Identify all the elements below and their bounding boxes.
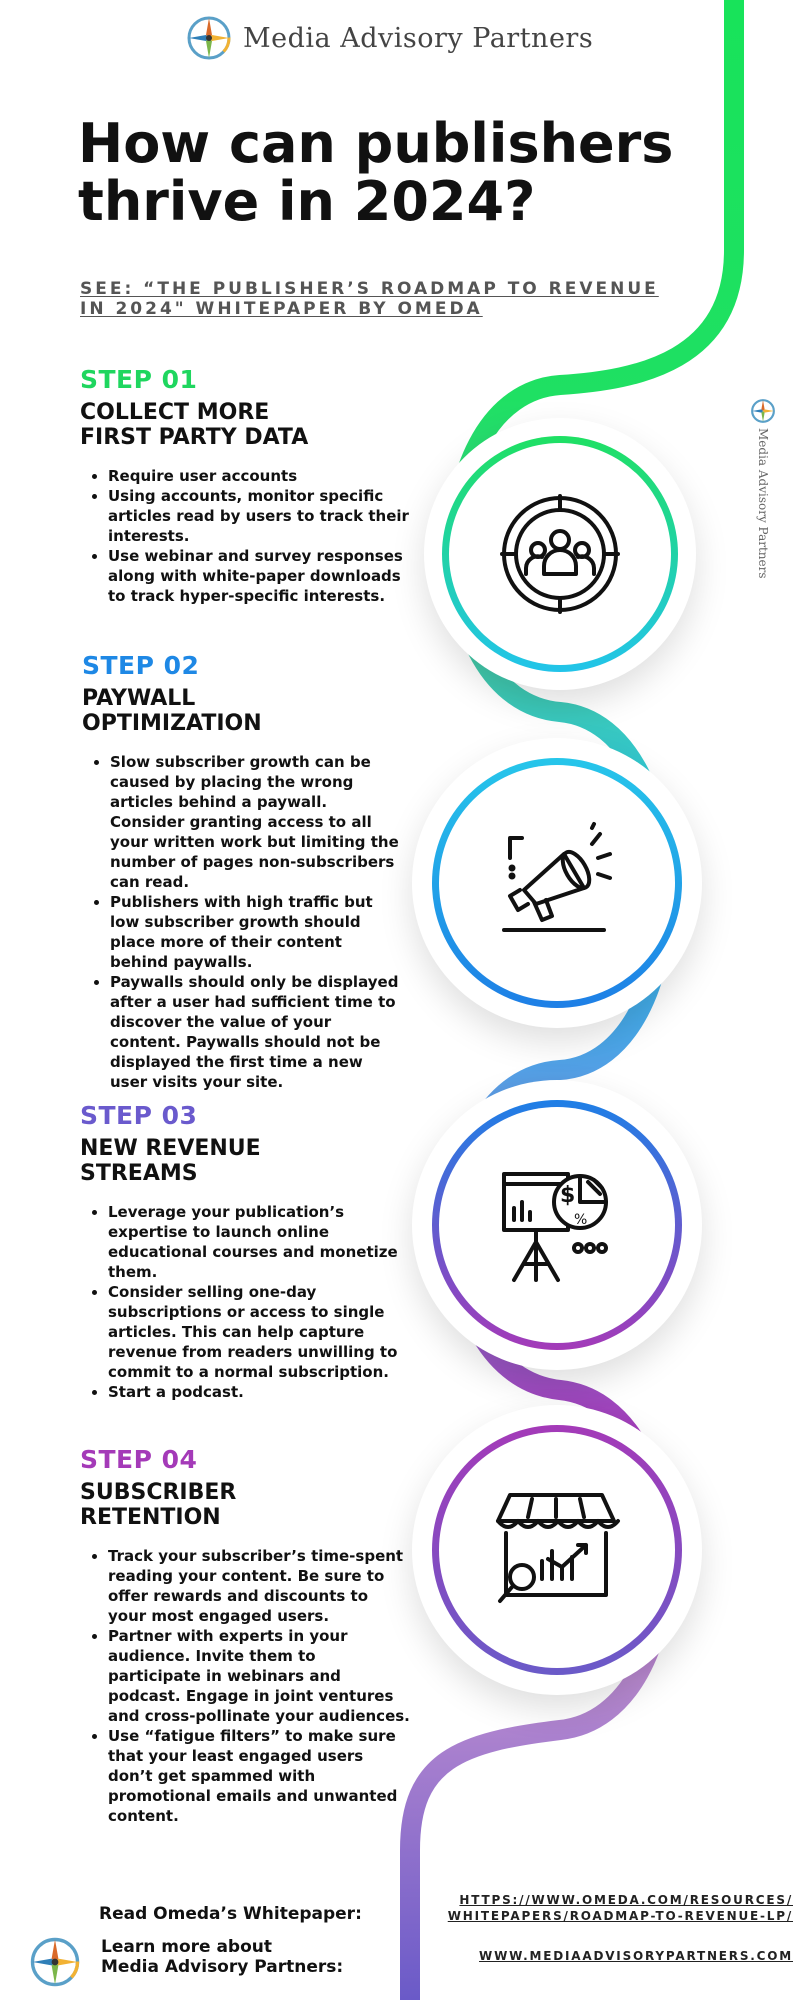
- list-item: • Using accounts, monitor specific articles read by users to track their interests.: [108, 486, 410, 546]
- step-bullet-list: [80, 1546, 410, 1826]
- brand-name: Media Advisory Partners: [243, 22, 594, 54]
- whitepaper-reference[interactable]: SEE: “THE PUBLISHER’S ROADMAP TO REVENUE IN 2024" WHITEPAPER BY OMEDA: [80, 279, 659, 319]
- step-number: STEP 01: [80, 365, 198, 394]
- vertical-brand-name: Media Advisory Partners: [756, 428, 770, 579]
- svg-text:%: %: [574, 1212, 588, 1228]
- step-title: [80, 1480, 410, 1530]
- list-item: • Consider selling one-day subscriptions or access to single articles. This can help capture revenue from readers unwilling to commit to a normal subscription.: [108, 1282, 410, 1382]
- svg-text:$: $: [560, 1183, 576, 1208]
- step-title-line: FIRST PARTY DATA: [80, 425, 309, 450]
- step-04-icon-circle: [412, 1405, 702, 1695]
- learn-more-line: Learn more about: [101, 1937, 273, 1957]
- step-04-section: [80, 1446, 410, 1826]
- step-03-icon-circle: [412, 1080, 702, 1370]
- page-title: How can publishers thrive in 2024?: [78, 112, 674, 233]
- step-title-line: STREAMS: [80, 1161, 198, 1186]
- step-bullet-list: [80, 1202, 410, 1402]
- presentation-chart-icon: [494, 1162, 620, 1288]
- target-users-icon: [500, 494, 620, 614]
- megaphone-icon: [494, 820, 620, 946]
- list-item: • Require user accounts: [108, 466, 410, 486]
- step-02-icon-circle: [412, 738, 702, 1028]
- step-title-line: OPTIMIZATION: [82, 711, 262, 736]
- vertical-brand: [743, 398, 783, 628]
- learn-more-label: [101, 1937, 343, 1977]
- step-number: STEP 03: [80, 1101, 198, 1130]
- step-bullet-list: [82, 752, 402, 1092]
- whitepaper-url-line[interactable]: HTTPS://WWW.OMEDA.COM/RESOURCES/: [459, 1893, 793, 1907]
- brand-header: [185, 12, 593, 64]
- list-item: • Paywalls should only be displayed after a user had sufficient time to discover the value of your content. Paywalls should not be displayed the first time a new user visits your site.: [110, 972, 402, 1092]
- step-number: STEP 04: [80, 1445, 198, 1474]
- list-item: • Leverage your publication’s expertise to launch online educational courses and monetize them.: [108, 1202, 410, 1282]
- list-item: • Track your subscriber’s time-spent reading your content. Be sure to offer rewards and discounts to your most engaged users.: [108, 1546, 410, 1626]
- whitepaper-url-line[interactable]: WHITEPAPERS/ROADMAP-TO-REVENUE-LP/: [447, 1909, 793, 1923]
- step-title-line: PAYWALL: [82, 686, 196, 711]
- step-title-line: RETENTION: [80, 1505, 221, 1530]
- step-title: [80, 1136, 410, 1186]
- step-title-line: COLLECT MORE: [80, 400, 270, 425]
- whitepaper-url-link[interactable]: [380, 1892, 793, 1924]
- list-item: • Use webinar and survey responses along with white-paper downloads to track hyper-specific interests.: [108, 546, 410, 606]
- whitepaper-label: Read Omeda’s Whitepaper:: [99, 1904, 362, 1924]
- step-number: STEP 02: [82, 651, 200, 680]
- step-02-section: [82, 652, 402, 1092]
- step-title: [80, 400, 410, 450]
- compass-logo-icon: [750, 398, 776, 424]
- step-title-line: NEW REVENUE: [80, 1136, 261, 1161]
- store-analytics-icon: [492, 1489, 622, 1615]
- learn-more-line: Media Advisory Partners:: [101, 1957, 344, 1977]
- list-item: • Start a podcast.: [108, 1382, 410, 1402]
- step-bullet-list: [80, 466, 410, 606]
- list-item: • Slow subscriber growth can be caused by placing the wrong articles behind a paywall. Consider granting access to all your written work but limiting the number of pages non-subscribers can read.: [110, 752, 402, 892]
- list-item: • Partner with experts in your audience. Invite them to participate in webinars and podcast. Engage in joint ventures and cross-pollinate your audiences.: [108, 1626, 410, 1726]
- site-url-link[interactable]: WWW.MEDIAADVISORYPARTNERS.COM: [479, 1949, 793, 1963]
- list-item: • Publishers with high traffic but low subscriber growth should place more of their content behind paywalls.: [110, 892, 402, 972]
- step-01-section: [80, 366, 410, 606]
- step-01-icon-circle: [424, 418, 696, 690]
- step-title: [82, 686, 402, 736]
- compass-logo-icon: [28, 1935, 82, 1989]
- list-item: • Use “fatigue filters” to make sure that your least engaged users don’t get spammed with promotional emails and unwanted content.: [108, 1726, 410, 1826]
- step-03-section: [80, 1102, 410, 1402]
- compass-logo-icon: [185, 14, 233, 62]
- step-title-line: SUBSCRIBER: [80, 1480, 237, 1505]
